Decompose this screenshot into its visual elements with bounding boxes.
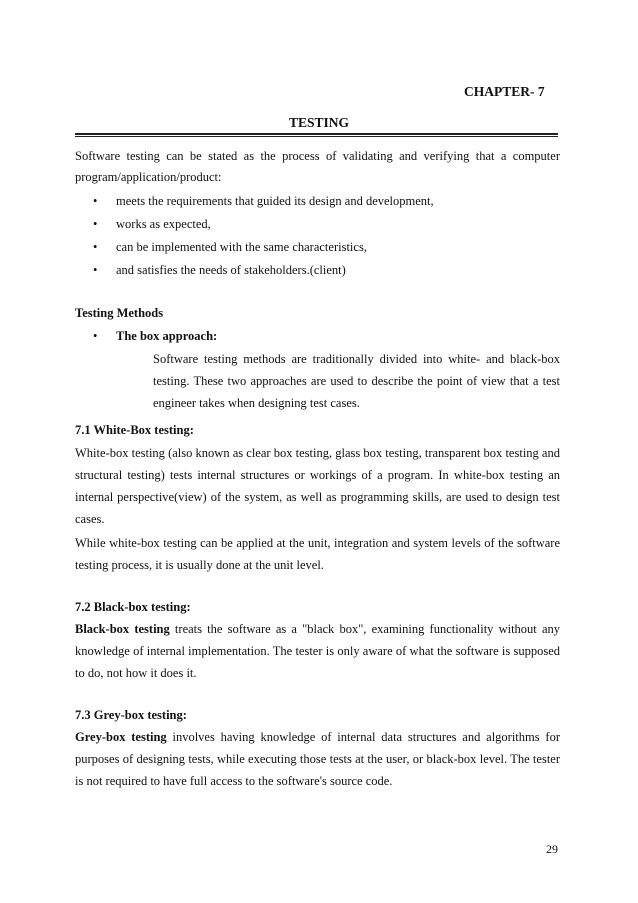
bullet-text: and satisfies the needs of stakeholders.(client) [116,263,346,277]
bullet-icon: • [93,217,98,231]
white-box-paragraph-2: While white-box testing can be applied at the unit, integration and system levels of the software testing process, it is usually done at the unit level. [75,536,560,572]
grey-box-term: Grey-box testing [75,730,167,744]
bullet-icon: • [93,194,98,208]
grey-box-text: involves having knowledge of internal data structures and algorithms for purposes of designing tests, while executing those tests at the user, or black-box level. The tester is not required to have full access to the software's source code. [75,730,560,788]
box-approach-item [75,325,560,348]
bullet-text: works as expected, [116,217,211,231]
page-title-text: TESTING [288,115,350,130]
intro-paragraph: Software testing can be stated as the process of validating and verifying that a computer program/application/product: [75,149,560,184]
section-heading-testing-methods: Testing Methods [75,306,164,320]
bullet-icon: • [93,263,98,277]
black-box-paragraph [75,618,560,684]
list-item [75,190,560,213]
white-box-paragraph-1: White-box testing (also known as clear box testing, glass box testing, transparent box testing and structural testing) tests internal structures or workings of a program. In white-box testing an internal perspective(view) of the system, as well as programming skills, are used to design test cases. [75,446,560,526]
title-rule-thin [75,136,558,137]
chapter-label: CHAPTER- 7 [464,84,545,99]
bullet-text: can be implemented with the same characteristics, [116,240,367,254]
spacer [75,282,560,302]
black-box-text: treats the software as a "black box", examining functionality without any knowledge of internal implementation. The tester is only aware of what the software is supposed to do, not how it does it. [75,622,560,680]
list-item [75,236,560,259]
section-heading-black-box: 7.2 Black-box testing: [75,600,191,614]
bullet-icon: • [93,329,98,343]
page-title [0,115,638,131]
list-item [75,213,560,236]
spacer [75,684,560,704]
black-box-term: Black-box testing [75,622,170,636]
page-number: 29 [546,842,558,856]
section-heading-grey-box: 7.3 Grey-box testing: [75,708,187,722]
bullet-text: meets the requirements that guided its design and development, [116,194,434,208]
content-body [75,146,560,792]
title-rule-thick [75,133,558,135]
grey-box-paragraph [75,726,560,792]
spacer [75,576,560,596]
box-approach-paragraph: Software testing methods are traditionally divided into white- and black-box testing. These two approaches are used to describe the point of view that a test engineer takes when designing test cases. [153,352,560,410]
bullet-icon: • [93,240,98,254]
intro-bullet-list [75,190,560,282]
list-item [75,259,560,282]
section-heading-white-box: 7.1 White-Box testing: [75,423,194,437]
box-approach-label: The box approach: [116,329,218,343]
